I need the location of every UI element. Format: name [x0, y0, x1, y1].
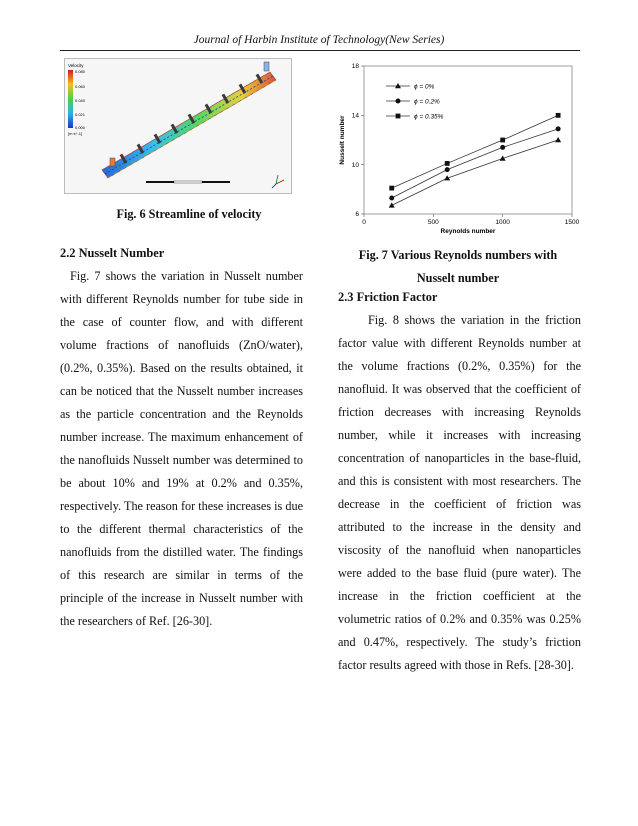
figure7-caption-line2: Nusselt number: [416, 271, 500, 285]
data-point: [445, 161, 450, 166]
figure7-caption-line1: Fig. 7 Various Reynolds numbers with: [358, 248, 558, 262]
data-point: [556, 113, 561, 118]
legend-label: ϕ = 0.2%: [414, 98, 440, 106]
fig6-legend-value: 0.021: [75, 112, 86, 117]
data-point: [445, 167, 450, 172]
x-tick-label: 500: [427, 219, 439, 226]
fig6-legend-bar: [68, 70, 73, 128]
figure7-chart: [322, 58, 584, 236]
header-rule: [60, 50, 580, 51]
legend-marker: [396, 114, 401, 119]
data-point: [500, 138, 505, 143]
left-column: [60, 242, 303, 633]
data-point: [389, 195, 394, 200]
legend-marker: [396, 99, 401, 104]
scale-bar: [146, 181, 230, 183]
figure6-image: [64, 58, 292, 194]
y-tick-label: 6: [355, 211, 359, 219]
right-column: [338, 286, 581, 677]
fig6-legend-title: Velocity: [68, 63, 84, 68]
figure6-caption: Fig. 6 Streamline of velocity: [116, 207, 262, 221]
fig6-legend-value: 0.080: [75, 69, 86, 74]
journal-header: Journal of Harbin Institute of Technology(New Series): [193, 34, 445, 46]
fig6-legend-value: 0.060: [75, 84, 86, 89]
section-2-2-paragraph: Fig. 7 shows the variation in Nusselt number with different Reynolds number for tube side in the case of counter flow, and with different volume fractions of nanofluids (ZnO/water), (0.2%, 0.35%). Based on the results obtained, it can be noticed that the Nusselt number increases as the particle concentration and the Reynolds number increase. The maximum enhancement of the nanofluids Nusselt number was determined to be about 10% and 19% at 0.2% and 0.35%, respectively. The reason for these increases is due to the different thermal characteristics of the nanofluids from the distilled water. The findings of this research are similar in terms of the principle of the increase in Nusselt number with the researchers of Ref. [26-30].: [60, 269, 303, 628]
y-tick-label: 10: [351, 161, 359, 169]
y-axis-label: Nusselt number: [339, 115, 346, 165]
data-point: [500, 145, 505, 150]
y-tick-label: 14: [351, 112, 359, 120]
data-point: [389, 186, 394, 191]
section-2-3-paragraph: Fig. 8 shows the variation in the friction factor value with different Reynolds number at the volume fractions (0.2%, 0.35%) for the nanofluid. It was observed that the coefficient of friction decreases with increasing Reynolds number, while it increases with increasing concentration of nanoparticles in the base-fluid, and this is consistent with most researchers. The decrease in the coefficient of friction was attributed to the increase in the density and viscosity of the nanofluid when nanoparticles were added to the base fluid (pure water). The increase in the friction coefficient at the volumetric ratios of 0.2% and 0.35% was 0.25% and 0.47%, respectively. The study’s friction factor results agreed with those in Refs. [28-30].: [338, 313, 581, 672]
y-tick-label: 18: [351, 63, 359, 71]
fig6-legend-unit: [m s^-1]: [68, 131, 83, 136]
x-tick-label: 1000: [495, 219, 510, 226]
section-2-2-heading: 2.2 Nusselt Number: [60, 246, 165, 260]
fig6-legend-value: 0.040: [75, 98, 86, 103]
fig6-legend-value: 0.000: [75, 125, 86, 130]
x-tick-label: 1500: [564, 219, 580, 226]
legend-label: ϕ = 0.35%: [414, 113, 444, 121]
legend-label: ϕ = 0%: [414, 83, 435, 91]
data-point: [556, 126, 561, 131]
figure7-caption: [320, 244, 596, 290]
section-2-3-heading: 2.3 Friction Factor: [338, 290, 438, 304]
x-tick-label: 0: [362, 219, 366, 226]
x-axis-label: Reynolds number: [440, 228, 496, 235]
